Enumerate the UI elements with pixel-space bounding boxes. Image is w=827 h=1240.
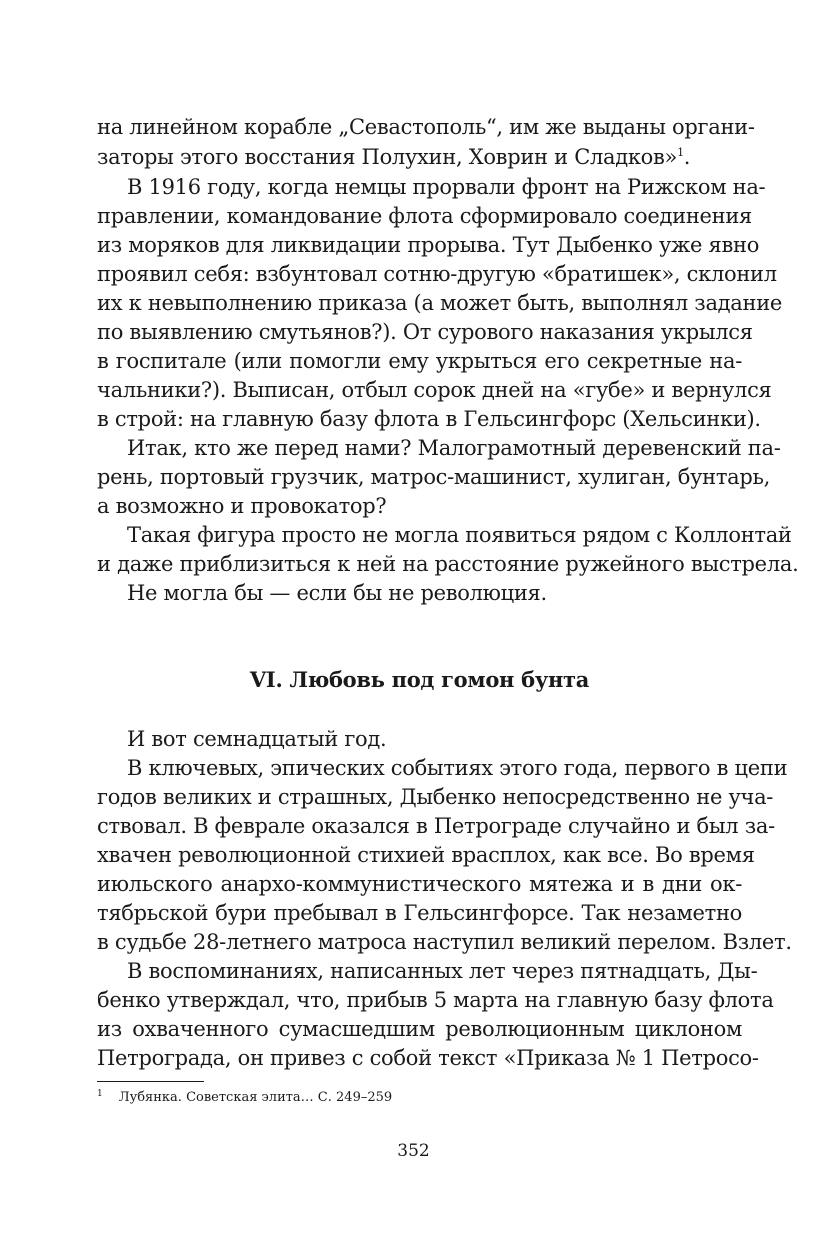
text-line: Итак, кто же перед нами? Малограмотный деревенский па- <box>127 436 781 460</box>
text-line: чальники?). Выписан, отбыл сорок дней на «губе» и вернулся <box>97 378 772 402</box>
text-line: хвачен революционной стихией врасплох, как все. Во время <box>97 843 755 867</box>
text-line: правлении, командование флота сформировало соединения <box>97 204 752 228</box>
text-line: В воспоминаниях, написанных лет через пятнадцать, Ды- <box>127 959 758 983</box>
text-line-content: заторы этого восстания Полухин, Ховрин и Сладков» <box>97 145 678 169</box>
text-line: их к невыполнению приказа (а может быть, выполнял задание <box>97 291 783 315</box>
text-line: тябрьской бури пребывал в Гельсингфорсе. Так незаметно <box>97 901 742 925</box>
text-line: из охваченного сумасшедшим революционным циклоном <box>97 1017 742 1041</box>
text-line: И вот семнадцатый год. <box>127 727 387 751</box>
text-line: Петрограда, он привез с собой текст «Приказа № 1 Петросо- <box>97 1046 759 1070</box>
text-line: по выявлению смутьянов?). От сурового наказания укрылся <box>97 320 753 344</box>
sentence-period: . <box>683 145 691 169</box>
footnote <box>97 1089 392 1107</box>
footnote-text: Лубянка. Советская элита… С. 249–259 <box>118 1090 393 1105</box>
text-line: В 1916 году, когда немцы прорвали фронт на Рижском на- <box>127 175 766 199</box>
text-line: и даже приблизиться к ней на расстояние ружейного выстрела. <box>97 552 799 576</box>
text-line: Не могла бы — если бы не революция. <box>127 581 547 605</box>
page-number: 352 <box>397 1141 430 1161</box>
text-line: в госпитале (или помогли ему укрыться его секретные на- <box>97 349 742 373</box>
text-line: рень, портовый грузчик, матрос-машинист, хулиган, бунтарь, <box>97 465 771 489</box>
text-line: бенко утверждал, что, прибыв 5 марта на главную базу флота <box>97 988 774 1012</box>
footnote-reference: 1 <box>677 146 684 159</box>
text-line: годов великих и страшных, Дыбенко непосредственно не уча- <box>97 785 774 809</box>
text-line: ствовал. В феврале оказался в Петрограде случайно и был за- <box>97 814 775 838</box>
text-line: В ключевых, эпических событиях этого года, первого в цепи <box>127 756 788 780</box>
text-line: в судьбе 28-летнего матроса наступил великий перелом. Взлет. <box>97 930 792 954</box>
text-line: Такая фигура просто не могла появиться рядом с Коллонтай <box>127 523 792 547</box>
text-line: на линейном корабле „Севастополь“, им же выданы органи- <box>97 115 755 139</box>
footnote-divider <box>97 1081 204 1082</box>
text-line: июльского анархо-коммунистического мятежа и в дни ок- <box>97 872 742 896</box>
text-line: проявил себя: взбунтовал сотню-другую «братишек», склонил <box>97 262 777 286</box>
footnote-mark: 1 <box>97 1088 103 1099</box>
text-line <box>97 142 742 172</box>
chapter-heading: VI. Любовь под гомон бунта <box>249 667 590 692</box>
text-line: в строй: на главную базу флота в Гельсингфорс (Хельсинки). <box>97 407 761 431</box>
text-line: из моряков для ликвидации прорыва. Тут Дыбенко уже явно <box>97 233 760 257</box>
text-line: а возможно и провокатор? <box>97 494 387 518</box>
